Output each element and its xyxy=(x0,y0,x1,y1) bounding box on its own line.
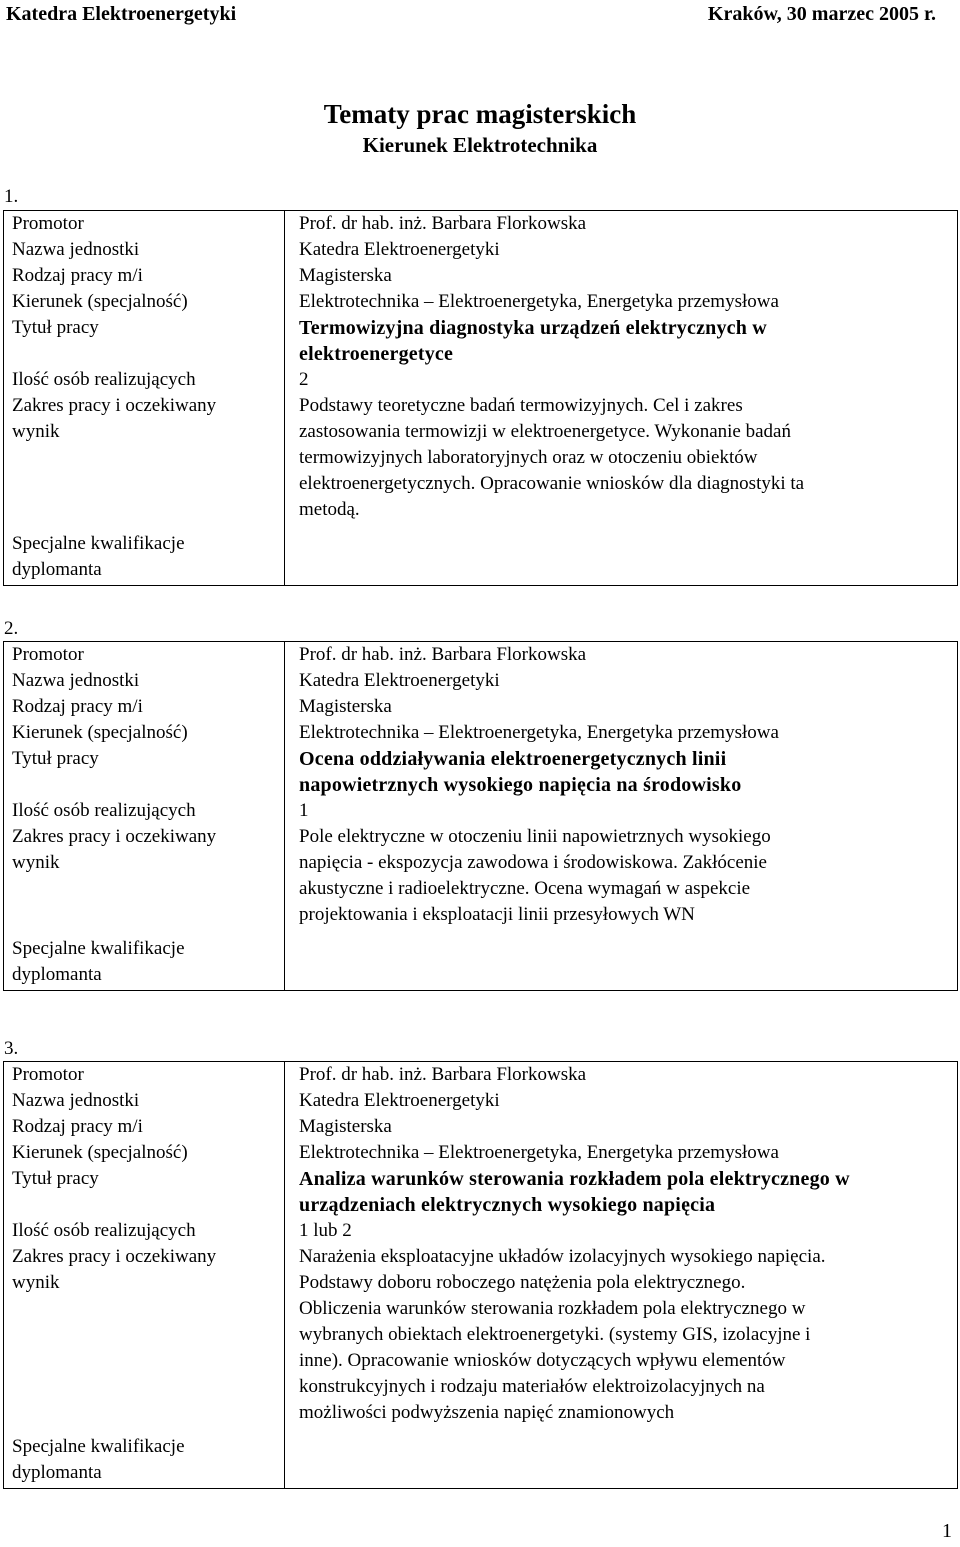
label-promotor: Promotor xyxy=(4,1062,285,1089)
value-promotor: Prof. dr hab. inż. Barbara Florkowska xyxy=(285,211,958,238)
row-kwalifikacje xyxy=(4,531,958,586)
value-zakres xyxy=(285,824,958,936)
value-rodzaj: Magisterska xyxy=(285,1114,958,1140)
row-zakres xyxy=(4,393,958,531)
value-tytul xyxy=(285,315,958,367)
scope-line: akustyczne i radioelektryczne. Ocena wymagań w aspekcie xyxy=(299,878,751,899)
label-kwalifikacje xyxy=(4,1434,285,1489)
label-kwal-line-1: Specjalne kwalifikacje xyxy=(12,533,185,554)
row-rodzaj xyxy=(4,1114,958,1140)
row-tytul xyxy=(4,1166,958,1218)
label-jednostka: Nazwa jednostki xyxy=(4,1088,285,1114)
scope-line: termowizyjnych laboratoryjnych oraz w otoczeniu obiektów xyxy=(299,447,758,468)
row-promotor xyxy=(4,1062,958,1089)
scope-line: Podstawy doboru roboczego natężenia pola elektrycznego. xyxy=(299,1272,746,1293)
row-ilosc xyxy=(4,367,958,393)
topic-number: 3. xyxy=(4,1038,19,1059)
scope-line: zastosowania termowizji w elektroenergetyce. Wykonanie badań xyxy=(299,421,791,442)
label-kwal-line-2: dyplomanta xyxy=(12,559,102,580)
row-kierunek xyxy=(4,720,958,746)
label-zakres-line-2: wynik xyxy=(12,421,60,442)
value-jednostka: Katedra Elektroenergetyki xyxy=(285,237,958,263)
title-line-1: Termowizyjna diagnostyka urządzeń elektrycznych w xyxy=(299,317,767,339)
title-line-1: Ocena oddziaływania elektroenergetycznych linii xyxy=(299,748,727,770)
label-jednostka: Nazwa jednostki xyxy=(4,237,285,263)
scope-line: inne). Opracowanie wniosków dotyczących wpływu elementów xyxy=(299,1350,786,1371)
scope-line: Obliczenia warunków sterowania rozkładem pola elektrycznego w xyxy=(299,1298,806,1319)
topic-number: 2. xyxy=(4,618,19,639)
label-zakres xyxy=(4,824,285,936)
row-kwalifikacje xyxy=(4,1434,958,1489)
row-kwalifikacje xyxy=(4,936,958,991)
label-kierunek: Kierunek (specjalność) xyxy=(4,1140,285,1166)
label-rodzaj: Rodzaj pracy m/i xyxy=(4,263,285,289)
value-kierunek: Elektrotechnika – Elektroenergetyka, Energetyka przemysłowa xyxy=(285,1140,958,1166)
scope-line: napięcia - ekspozycja zawodowa i środowiskowa. Zakłócenie xyxy=(299,852,767,873)
label-ilosc: Ilość osób realizujących xyxy=(4,798,285,824)
label-zakres xyxy=(4,393,285,531)
label-tytul: Tytuł pracy xyxy=(4,746,285,798)
topic-table xyxy=(3,210,958,586)
label-kwalifikacje xyxy=(4,531,285,586)
label-ilosc: Ilość osób realizujących xyxy=(4,367,285,393)
label-kierunek: Kierunek (specjalność) xyxy=(4,289,285,315)
label-rodzaj: Rodzaj pracy m/i xyxy=(4,694,285,720)
scope-line: Narażenia eksploatacyjne układów izolacyjnych wysokiego napięcia. xyxy=(299,1246,826,1267)
label-kwal-line-2: dyplomanta xyxy=(12,964,102,985)
label-zakres-line-1: Zakres pracy i oczekiwany xyxy=(12,395,217,416)
title-line-1: Analiza warunków sterowania rozkładem pola elektrycznego w xyxy=(299,1168,850,1190)
value-kwalifikacje xyxy=(285,1434,958,1489)
row-tytul xyxy=(4,746,958,798)
row-kierunek xyxy=(4,289,958,315)
header-left: Katedra Elektroenergetyki xyxy=(6,3,237,25)
row-ilosc xyxy=(4,798,958,824)
scope-line: wybranych obiektach elektroenergetyki. (systemy GIS, izolacyjne i xyxy=(299,1324,811,1345)
scope-line: konstrukcyjnych i rodzaju materiałów elektroizolacyjnych na xyxy=(299,1376,765,1397)
label-tytul: Tytuł pracy xyxy=(4,315,285,367)
value-jednostka: Katedra Elektroenergetyki xyxy=(285,1088,958,1114)
title-line-2: napowietrznych wysokiego napięcia na środowisko xyxy=(299,774,742,796)
value-tytul xyxy=(285,746,958,798)
value-kwalifikacje xyxy=(285,531,958,586)
row-promotor xyxy=(4,211,958,238)
header-date: Kraków, 30 marzec 2005 r. xyxy=(707,3,936,25)
scope-line: Pole elektryczne w otoczeniu linii napowietrznych wysokiego xyxy=(299,826,771,847)
page-title: Tematy prac magisterskich xyxy=(323,99,637,129)
title-line-2: elektroenergetyce xyxy=(299,343,454,365)
label-rodzaj: Rodzaj pracy m/i xyxy=(4,1114,285,1140)
row-jednostka xyxy=(4,668,958,694)
label-zakres-line-1: Zakres pracy i oczekiwany xyxy=(12,826,217,847)
row-tytul xyxy=(4,315,958,367)
scope-line: projektowania i eksploatacji linii przesyłowych WN xyxy=(299,904,695,925)
label-zakres-line-2: wynik xyxy=(12,1272,60,1293)
row-kierunek xyxy=(4,1140,958,1166)
value-ilosc: 2 xyxy=(285,367,958,393)
scope-line: możliwości podwyższenia napięć znamionowych xyxy=(299,1402,675,1423)
page-subtitle: Kierunek Elektrotechnika xyxy=(362,133,598,157)
row-zakres xyxy=(4,824,958,936)
title-line-2: urządzeniach elektrycznych wysokiego napięcia xyxy=(299,1194,716,1216)
label-kwal-line-1: Specjalne kwalifikacje xyxy=(12,1436,185,1457)
row-zakres xyxy=(4,1244,958,1434)
label-zakres-line-2: wynik xyxy=(12,852,60,873)
row-ilosc xyxy=(4,1218,958,1244)
label-kwalifikacje xyxy=(4,936,285,991)
value-kierunek: Elektrotechnika – Elektroenergetyka, Energetyka przemysłowa xyxy=(285,720,958,746)
label-jednostka: Nazwa jednostki xyxy=(4,668,285,694)
value-zakres xyxy=(285,1244,958,1434)
label-ilosc: Ilość osób realizujących xyxy=(4,1218,285,1244)
label-tytul: Tytuł pracy xyxy=(4,1166,285,1218)
row-jednostka xyxy=(4,1088,958,1114)
value-promotor: Prof. dr hab. inż. Barbara Florkowska xyxy=(285,642,958,669)
value-promotor: Prof. dr hab. inż. Barbara Florkowska xyxy=(285,1062,958,1089)
row-jednostka xyxy=(4,237,958,263)
value-zakres xyxy=(285,393,958,531)
page-number: 1 xyxy=(942,1520,952,1542)
label-zakres-line-1: Zakres pracy i oczekiwany xyxy=(12,1246,217,1267)
label-kwal-line-1: Specjalne kwalifikacje xyxy=(12,938,185,959)
value-ilosc: 1 lub 2 xyxy=(285,1218,958,1244)
value-rodzaj: Magisterska xyxy=(285,694,958,720)
topic-number: 1. xyxy=(4,186,19,207)
row-rodzaj xyxy=(4,694,958,720)
value-ilosc: 1 xyxy=(285,798,958,824)
label-kierunek: Kierunek (specjalność) xyxy=(4,720,285,746)
scope-line: Podstawy teoretyczne badań termowizyjnych. Cel i zakres xyxy=(299,395,743,416)
value-jednostka: Katedra Elektroenergetyki xyxy=(285,668,958,694)
value-tytul xyxy=(285,1166,958,1218)
row-promotor xyxy=(4,642,958,669)
scope-line: elektroenergetycznych. Opracowanie wniosków dla diagnostyki ta xyxy=(299,473,805,494)
label-promotor: Promotor xyxy=(4,211,285,238)
topic-table xyxy=(3,1061,958,1489)
label-kwal-line-2: dyplomanta xyxy=(12,1462,102,1483)
value-rodzaj: Magisterska xyxy=(285,263,958,289)
row-rodzaj xyxy=(4,263,958,289)
label-zakres xyxy=(4,1244,285,1434)
value-kwalifikacje xyxy=(285,936,958,991)
scope-line: metodą. xyxy=(299,499,360,520)
label-promotor: Promotor xyxy=(4,642,285,669)
value-kierunek: Elektrotechnika – Elektroenergetyka, Energetyka przemysłowa xyxy=(285,289,958,315)
topic-table xyxy=(3,641,958,991)
